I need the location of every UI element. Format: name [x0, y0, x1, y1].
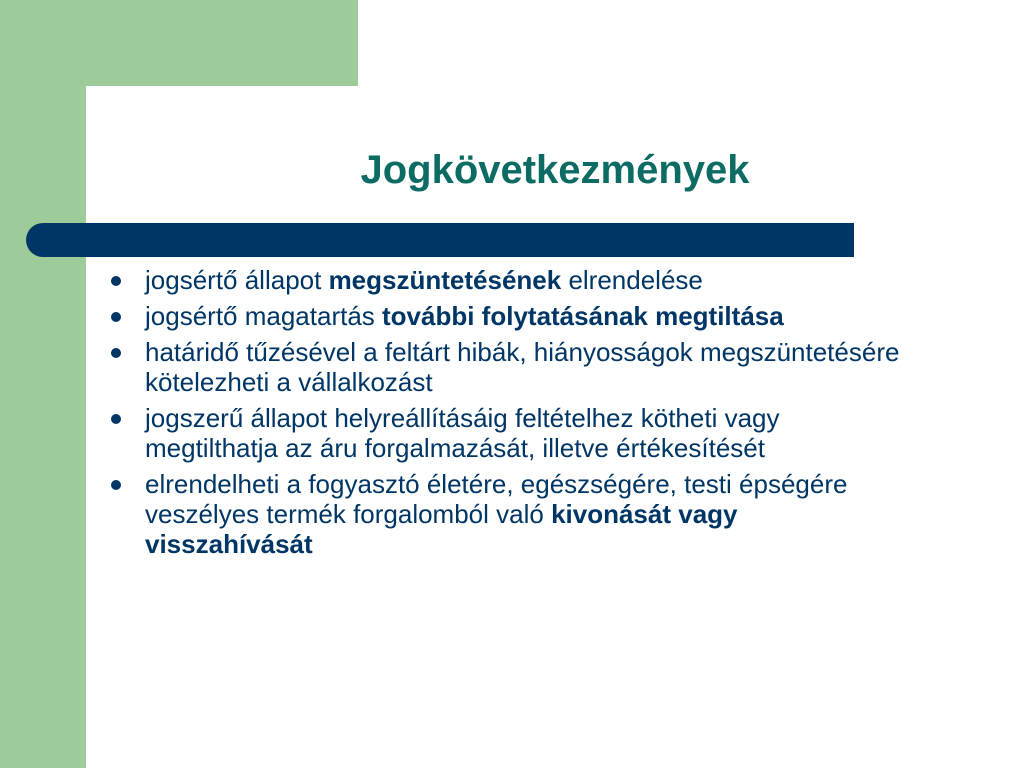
title-underline-bar — [26, 223, 854, 257]
bullet-bold-text: megszüntetésének — [328, 265, 562, 295]
bullet-text: elrendelése — [561, 265, 703, 295]
bullet-text: jogsértő magatartás — [145, 301, 383, 331]
green-sidebar-decoration — [0, 0, 86, 768]
bullet-bold-text: további folytatásának megtiltása — [382, 301, 784, 331]
bullet-dot-icon — [111, 348, 121, 358]
bullet-text: jogsértő állapot — [145, 265, 329, 295]
bullet-dot-icon — [111, 480, 121, 490]
bullet-item — [108, 301, 908, 331]
bullet-dot-icon — [111, 312, 121, 322]
bullet-bold-text: kivonását vagy visszahívását — [145, 499, 738, 559]
bullet-list — [108, 265, 908, 565]
bullet-text: határidő tűzésével a feltárt hibák, hiányosságok megszüntetésére kötelezheti a vállalkozást — [145, 337, 900, 397]
bullet-text: jogszerű állapot helyreállításáig feltételhez kötheti vagy megtilthatja az áru forgalmazását, illetve értékesítését — [145, 403, 780, 463]
bullet-item — [108, 403, 908, 463]
green-top-decoration — [0, 0, 358, 86]
bullet-item — [108, 337, 908, 397]
bullet-item — [108, 265, 908, 295]
bullet-dot-icon — [111, 414, 121, 424]
bullet-text: elrendelheti a fogyasztó életére, egészségére, testi épségére veszélyes termék forgalomból való — [145, 469, 848, 529]
bullet-dot-icon — [111, 276, 121, 286]
slide-title: Jogkövetkezmények — [360, 148, 750, 192]
bullet-item — [108, 469, 908, 559]
